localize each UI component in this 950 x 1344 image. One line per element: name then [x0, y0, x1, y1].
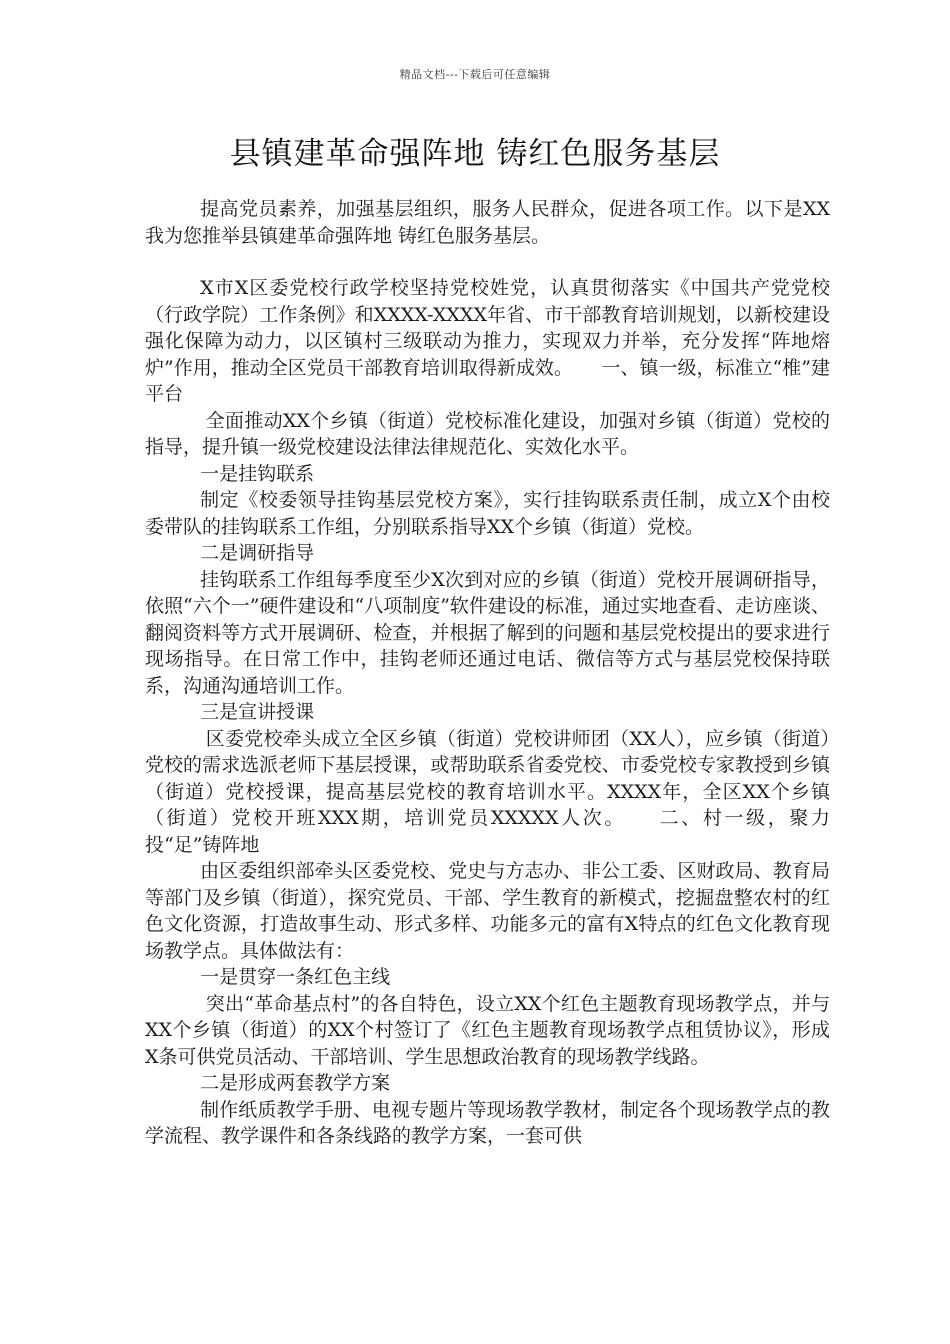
body-paragraph: 制定《校委领导挂钩基层党校方案》，实行挂钩联系责任制，成立X个由校委带队的挂钩联系工作组，分别联系指导XX个乡镇（街道）党校。 [145, 489, 830, 538]
body-paragraph: 由区委组织部牵头区委党校、党史与方志办、非公工委、区财政局、教育局等部门及乡镇（街道），探究党员、干部、学生教育的新模式，挖掘盘整农村的红色文化资源，打造故事生动、形式多样、功能多元的富有X特点的红色文化教育现场教学点。具体做法有： [145, 860, 830, 962]
document-body [145, 196, 830, 1150]
body-paragraph: 区委党校牵头成立全区乡镇（街道）党校讲师团（XX人），应乡镇（街道）党校的需求选派老师下基层授课，或帮助联系省委党校、市委党校专家教授到乡镇（街道）党校授课，提高基层党校的教育培训水平。XXXX年，全区XX个乡镇（街道）党校开班XXX期，培训党员XXXXX人次。 二、村一级，聚力投“足”铸阵地 [145, 727, 830, 856]
sub-heading: 三是宣讲授课 [200, 701, 315, 723]
body-paragraph: 全面推动XX个乡镇（街道）党校标准化建设，加强对乡镇（街道）党校的指导，提升镇一级党校建设法律法律规范化、实效化水平。 [145, 409, 830, 458]
body-paragraph: X市X区委党校行政学校坚持党校姓党，认真贯彻落实《中国共产党党校（行政学院）工作条例》和XXXX-XXXX年省、市干部教育培训规划，以新校建设强化保障为动力，以区镇村三级联动为推力，实现双力并举，充分发挥“阵地熔炉”作用，推动全区党员干部教育培训取得新成效。 一、镇一级，标准立“椎”建平台 [145, 277, 830, 405]
sub-heading: 二是形成两套教学方案 [200, 1072, 391, 1094]
sub-heading: 一是贯穿一条红色主线 [200, 966, 391, 988]
intro-paragraph: 提高党员素养，加强基层组织，服务人民群众，促进各项工作。以下是XX我为您推举县镇建革命强阵地 铸红色服务基层。 [145, 198, 830, 247]
body-paragraph: 制作纸质教学手册、电视专题片等现场教学教材，制定各个现场教学点的教学流程、教学课件和各条线路的教学方案，一套可供 [145, 1098, 830, 1147]
sub-heading: 一是挂钩联系 [200, 462, 315, 485]
paragraph-gap [145, 249, 830, 275]
body-paragraph: 挂钩联系工作组每季度至少X次到对应的乡镇（街道）党校开展调研指导，依照“六个一”硬件建设和“八项制度”软件建设的标准，通过实地查看、走访座谈、翻阅资料等方式开展调研、检查，并根据了解到的问题和基层党校提出的要求进行现场指导。在日常工作中，挂钩老师还通过电话、微信等方式与基层党校保持联系，沟通沟通培训工作。 [145, 568, 830, 697]
body-paragraph: 突出“革命基点村”的各自特色，设立XX个红色主题教育现场教学点，并与XX个乡镇（街道）的XX个村签订了《红色主题教育现场教学点租赁协议》，形成X条可供党员活动、干部培训、学生思想政治教育的现场教学线路。 [145, 992, 830, 1068]
sub-heading: 二是调研指导 [200, 542, 315, 564]
header-note: 精品文档---下载后可任意编辑 [399, 68, 551, 81]
document-title: 县镇建革命强阵地 铸红色服务基层 [229, 136, 721, 172]
